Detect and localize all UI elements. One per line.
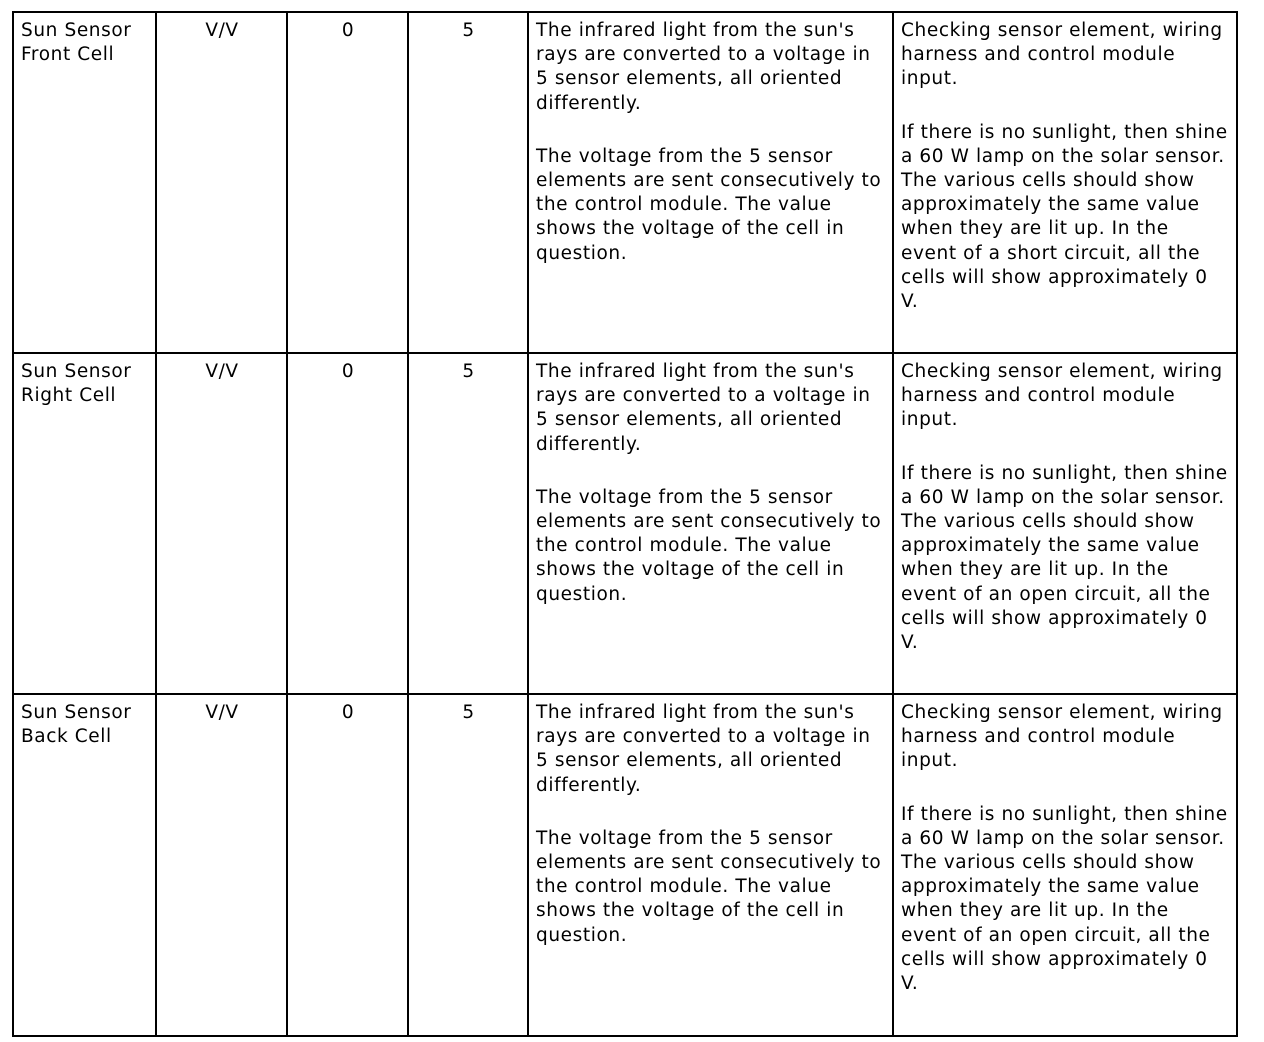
check-cell xyxy=(893,353,1237,694)
max-value-cell: 5 xyxy=(408,353,528,694)
parameter-name-line: Front Cell xyxy=(21,44,115,66)
check-cell xyxy=(893,12,1237,353)
check-paragraph: Checking sensor element, wiring harness and control module input. xyxy=(901,702,1223,772)
unit-cell: V/V xyxy=(156,353,287,694)
parameter-name-cell xyxy=(13,694,156,1036)
description-cell xyxy=(528,353,893,694)
min-value-cell: 0 xyxy=(287,694,408,1036)
unit-cell: V/V xyxy=(156,12,287,353)
description-cell xyxy=(528,12,893,353)
max-value-cell: 5 xyxy=(408,12,528,353)
max-value-cell: 5 xyxy=(408,694,528,1036)
parameter-name-cell xyxy=(13,12,156,353)
description-paragraph: The voltage from the 5 sensor elements are sent consecutively to the control module. The value shows the voltage of the cell in question. xyxy=(536,486,882,605)
parameter-name-cell xyxy=(13,353,156,694)
description-paragraph: The infrared light from the sun's rays are converted to a voltage in 5 sensor elements, all oriented differently. xyxy=(536,20,871,114)
parameter-name-line: Sun Sensor xyxy=(21,20,132,41)
check-paragraph: If there is no sunlight, then shine a 60 W lamp on the solar sensor. The various cells should show approximately the same value when they are lit up. In the event of a short circuit, all the cells will show approximately 0 V. xyxy=(901,121,1228,313)
min-value-cell: 0 xyxy=(287,353,408,694)
check-paragraph: Checking sensor element, wiring harness and control module input. xyxy=(901,20,1223,90)
description-paragraph: The voltage from the 5 sensor elements are sent consecutively to the control module. The value shows the voltage of the cell in question. xyxy=(536,145,882,264)
parameter-name-line: Back Cell xyxy=(21,726,112,748)
description-paragraph: The voltage from the 5 sensor elements are sent consecutively to the control module. The value shows the voltage of the cell in question. xyxy=(536,827,882,946)
check-paragraph: If there is no sunlight, then shine a 60 W lamp on the solar sensor. The various cells should show approximately the same value when they are lit up. In the event of an open circuit, all the cells will show approximately 0 V. xyxy=(901,462,1228,654)
table-row xyxy=(13,353,1237,694)
description-paragraph: The infrared light from the sun's rays are converted to a voltage in 5 sensor elements, all oriented differently. xyxy=(536,361,871,455)
description-paragraph: The infrared light from the sun's rays are converted to a voltage in 5 sensor elements, all oriented differently. xyxy=(536,702,871,796)
table-row xyxy=(13,12,1237,353)
min-value-cell: 0 xyxy=(287,12,408,353)
parameter-name-line: Sun Sensor xyxy=(21,361,132,382)
check-paragraph: If there is no sunlight, then shine a 60 W lamp on the solar sensor. The various cells should show approximately the same value when they are lit up. In the event of an open circuit, all the cells will show approximately 0 V. xyxy=(901,803,1228,995)
parameter-name-line: Right Cell xyxy=(21,385,117,407)
unit-cell: V/V xyxy=(156,694,287,1036)
table-row xyxy=(13,694,1237,1036)
description-cell xyxy=(528,694,893,1036)
check-cell xyxy=(893,694,1237,1036)
check-paragraph: Checking sensor element, wiring harness and control module input. xyxy=(901,361,1223,431)
parameter-name-line: Sun Sensor xyxy=(21,702,132,723)
sensor-parameter-table xyxy=(12,11,1238,1037)
